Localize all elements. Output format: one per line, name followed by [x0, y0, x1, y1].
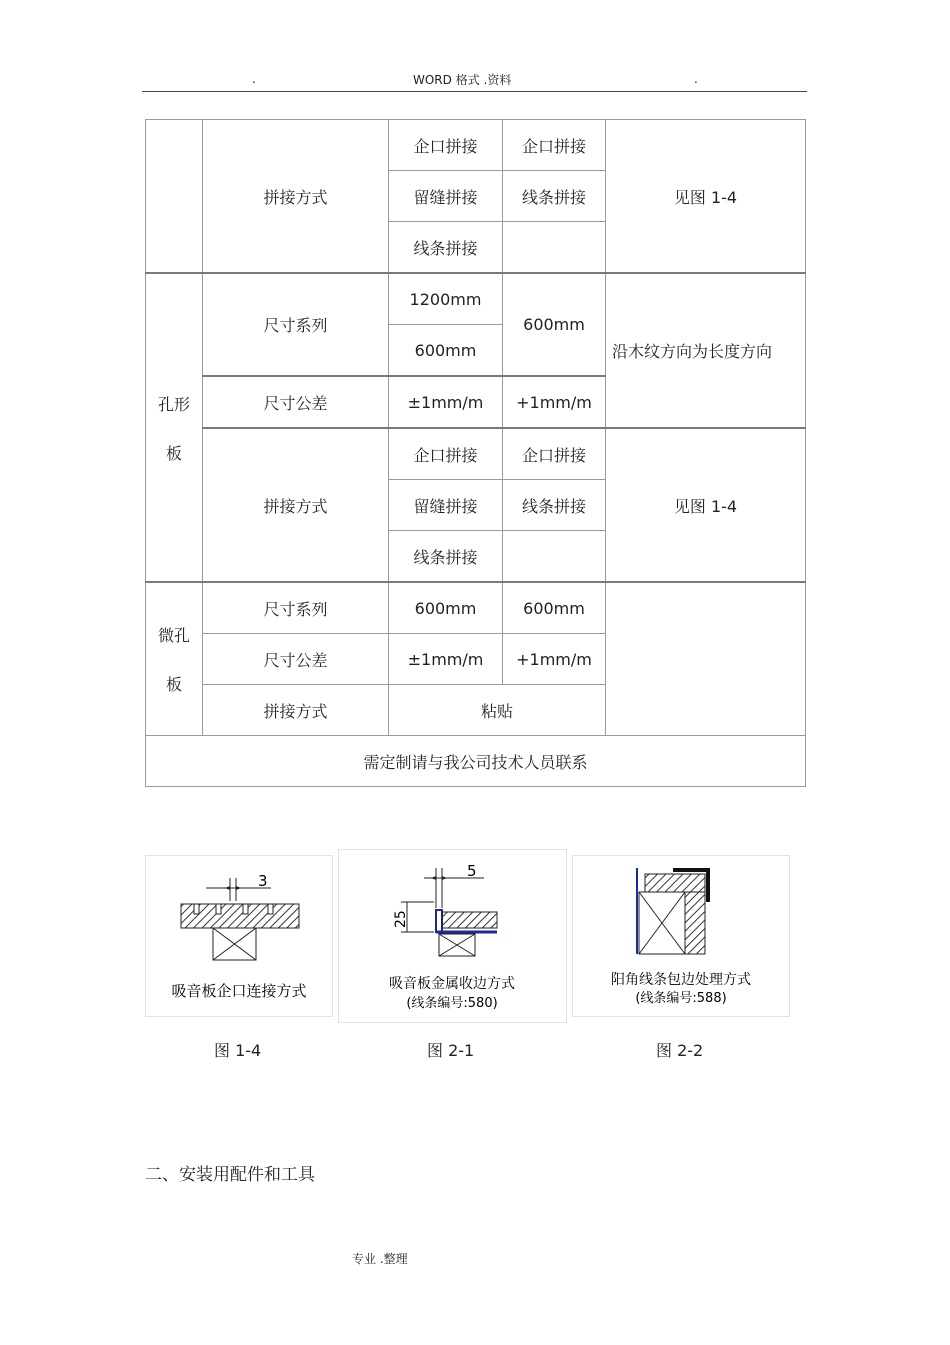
group2-size-note: 沿木纹方向为长度方向 — [606, 273, 806, 428]
table-row — [146, 428, 806, 480]
section-title: 二、安装用配件和工具 — [145, 1165, 315, 1185]
table-cell: 600mm — [503, 273, 606, 376]
figure-label: 阳角线条包边处理方式 — [611, 972, 751, 988]
page-header — [0, 70, 950, 90]
page-footer: 专业 .整理 — [352, 1252, 408, 1266]
table-cell: ±1mm/m — [389, 634, 503, 685]
table-row — [146, 736, 806, 787]
table-cell: 600mm — [503, 582, 606, 634]
figure-caption: 图 1-4 — [214, 1041, 262, 1060]
table-row — [146, 582, 806, 634]
group3-note-empty — [606, 582, 806, 736]
group2-tol-label: 尺寸公差 — [203, 376, 389, 428]
table-cell: 企口拼接 — [389, 120, 503, 171]
table-row — [146, 273, 806, 325]
contact-note: 需定制请与我公司技术人员联系 — [146, 736, 806, 787]
spec-table — [145, 119, 806, 787]
group2-method-label: 拼接方式 — [203, 428, 389, 582]
group3-size-label: 尺寸系列 — [203, 582, 389, 634]
group3-name-line1: 微孔 — [157, 626, 190, 645]
group1-method-label: 拼接方式 — [203, 120, 389, 274]
figure-label-code: (线条编号:588) — [635, 991, 727, 1006]
group2-name-line1: 孔形 — [157, 394, 190, 414]
table-cell: 企口拼接 — [389, 428, 503, 480]
table-cell: 企口拼接 — [503, 120, 606, 171]
table-cell: 线条拼接 — [503, 171, 606, 222]
header-rule — [142, 91, 807, 92]
dim-label: 5 — [467, 862, 477, 880]
table-cell: 线条拼接 — [503, 480, 606, 531]
table-cell: 粘贴 — [389, 685, 606, 736]
group3-tol-label: 尺寸公差 — [203, 634, 389, 685]
table-cell: 企口拼接 — [503, 428, 606, 480]
group1-note: 见图 1-4 — [606, 120, 806, 274]
table-cell: +1mm/m — [503, 376, 606, 428]
header-title: WORD 格式 .资料 — [413, 73, 512, 87]
group3-name — [146, 582, 203, 736]
corner-edge-diagram — [573, 856, 789, 1016]
figure-label: 吸音板金属收边方式 — [389, 976, 515, 992]
group2-size-label: 尺寸系列 — [203, 273, 389, 376]
table-cell — [503, 222, 606, 274]
figure-1-4 — [145, 855, 333, 1017]
figure-2-2 — [572, 855, 790, 1017]
group1-name-cell — [146, 120, 203, 274]
table-cell: 留缝拼接 — [389, 480, 503, 531]
table-cell — [503, 531, 606, 583]
group2-note: 见图 1-4 — [606, 428, 806, 582]
group3-name-line2: 板 — [165, 675, 182, 694]
group2-name-line2: 板 — [165, 443, 182, 463]
table-row — [146, 120, 806, 171]
group2-name — [146, 273, 203, 582]
header-dot-left: . — [252, 72, 256, 86]
figure-caption: 图 2-1 — [427, 1041, 475, 1060]
header-dot-right: . — [694, 72, 698, 86]
group3-method-label: 拼接方式 — [203, 685, 389, 736]
table-cell: +1mm/m — [503, 634, 606, 685]
metal-edge-diagram — [339, 850, 566, 1022]
figure-label: 吸音板企口连接方式 — [171, 982, 307, 1000]
figure-label-code: (线条编号:580) — [406, 996, 498, 1011]
table-cell: 1200mm — [389, 273, 503, 325]
figure-2-1 — [338, 849, 567, 1023]
table-cell: 600mm — [389, 582, 503, 634]
dim-label: 3 — [258, 872, 268, 890]
table-cell: 600mm — [389, 325, 503, 377]
table-cell: ±1mm/m — [389, 376, 503, 428]
figure-caption: 图 2-2 — [656, 1041, 704, 1060]
table-cell: 留缝拼接 — [389, 171, 503, 222]
table-cell: 线条拼接 — [389, 531, 503, 583]
dim-label-vertical: 25 — [393, 910, 409, 928]
tongue-groove-joint-diagram — [146, 856, 332, 1016]
table-cell: 线条拼接 — [389, 222, 503, 274]
